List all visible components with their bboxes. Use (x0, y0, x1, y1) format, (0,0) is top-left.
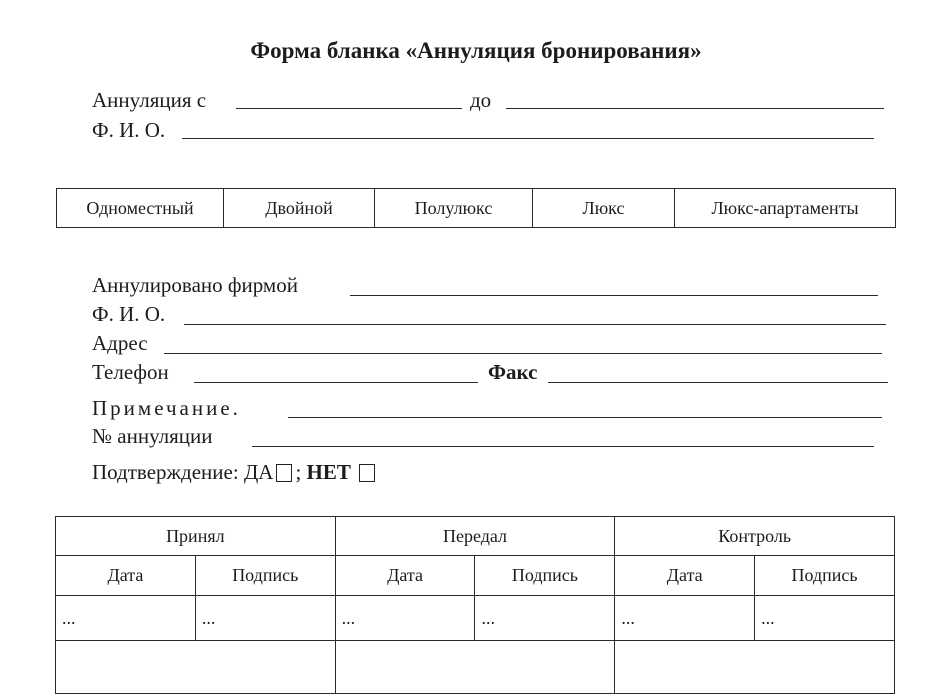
room-type-suite: Люкс (533, 189, 675, 228)
cancelled-by-firm-label: Аннулировано фирмой (92, 273, 298, 297)
fio-field-2[interactable] (184, 324, 886, 325)
transferred-date-cell[interactable]: ... (335, 596, 475, 641)
room-type-single: Одноместный (57, 189, 224, 228)
control-signature-cell[interactable]: ... (755, 596, 895, 641)
control-date-header: Дата (615, 556, 755, 596)
fax-field[interactable] (548, 382, 888, 383)
cancel-number-label: № аннуляции (92, 424, 213, 448)
room-type-apartment: Люкс-апартаменты (675, 189, 896, 228)
received-date-cell[interactable]: ... (56, 596, 196, 641)
address-label: Адрес (92, 331, 148, 355)
no-checkbox[interactable] (359, 464, 375, 482)
phone-label: Телефон (92, 360, 169, 384)
received-date-header: Дата (56, 556, 196, 596)
note-field[interactable] (288, 417, 882, 418)
transferred-signature-header: Подпись (475, 556, 615, 596)
fax-label: Факс (488, 360, 538, 384)
received-signature-cell[interactable]: ... (195, 596, 335, 641)
control-date-cell[interactable]: ... (615, 596, 755, 641)
room-type-double: Двойной (224, 189, 375, 228)
room-type-junior-suite: Полулюкс (375, 189, 533, 228)
yes-label: ДА (243, 460, 274, 484)
transferred-signature-cell[interactable]: ... (475, 596, 615, 641)
phone-field[interactable] (194, 382, 478, 383)
cancel-to-field[interactable] (506, 108, 884, 109)
cancel-from-field[interactable] (236, 108, 462, 109)
group-control: Контроль (615, 517, 895, 556)
yes-checkbox[interactable] (276, 464, 292, 482)
received-signature-header: Подпись (195, 556, 335, 596)
fio-label-2: Ф. И. О. (92, 302, 166, 326)
control-blank-cell[interactable] (615, 641, 895, 694)
confirmation-row (92, 460, 378, 484)
cancel-number-field[interactable] (252, 446, 874, 447)
fio-label-1: Ф. И. О. (92, 118, 166, 142)
note-label: Примечание. (92, 396, 241, 420)
transferred-blank-cell[interactable] (335, 641, 615, 694)
confirmation-label: Подтверждение: (92, 460, 239, 484)
group-transferred: Передал (335, 517, 615, 556)
cancel-to-label: до (470, 88, 492, 112)
signature-table (55, 516, 895, 694)
received-blank-cell[interactable] (56, 641, 336, 694)
address-field[interactable] (164, 353, 882, 354)
room-types-table (56, 188, 896, 228)
control-signature-header: Подпись (755, 556, 895, 596)
cancel-from-label: Аннуляция с (92, 88, 207, 112)
fio-field-1[interactable] (182, 138, 874, 139)
cancelled-by-firm-field[interactable] (350, 295, 878, 296)
separator: ; (295, 460, 302, 484)
transferred-date-header: Дата (335, 556, 475, 596)
form-title: Форма бланка «Аннуляция бронирования» (250, 38, 702, 63)
no-label: НЕТ (306, 460, 351, 484)
group-received: Принял (56, 517, 336, 556)
